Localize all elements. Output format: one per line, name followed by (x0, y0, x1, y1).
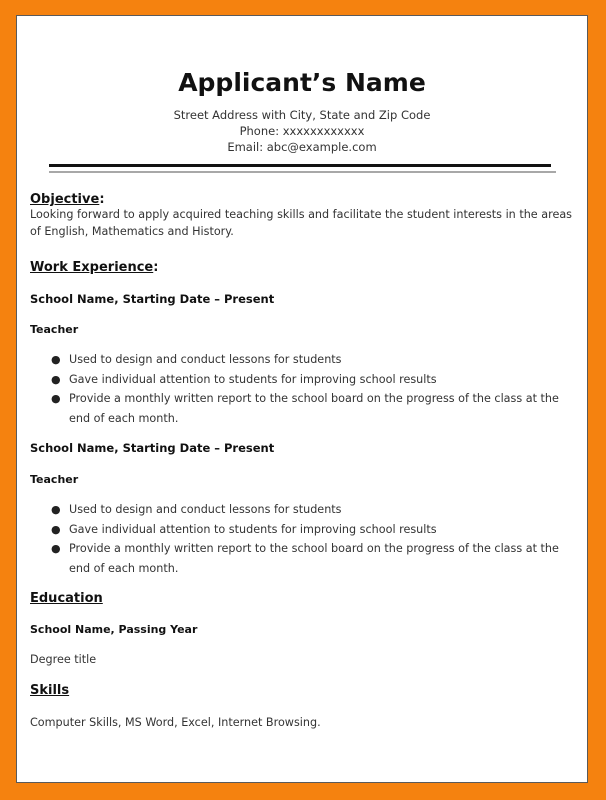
bullet-text: Used to design and conduct lessons for students (69, 353, 342, 366)
skills-heading: Skills (30, 683, 70, 698)
bullet-icon: ● (51, 353, 61, 366)
job-employer: School Name, Starting Date – Present (30, 292, 275, 306)
job-employer: School Name, Starting Date – Present (30, 441, 275, 455)
bullet-icon: ● (51, 372, 61, 386)
objective-colon: : (99, 192, 105, 207)
objective-heading: Objective (30, 192, 100, 207)
bullet-icon: ● (51, 542, 61, 555)
phone-line: Phone: xxxxxxxxxxxx (239, 124, 365, 138)
header-divider-thick (49, 164, 551, 167)
experience-heading-row (30, 256, 158, 275)
job-bullet-list (31, 350, 567, 428)
job-bullet-list (31, 500, 567, 578)
list-item (31, 350, 567, 370)
list-item (31, 500, 567, 520)
education-heading: Education (30, 591, 103, 606)
education-school: School Name, Passing Year (30, 623, 198, 636)
applicant-name: Applicant’s Name (178, 68, 426, 97)
bullet-text: Gave individual attention to students for improving school results (69, 522, 437, 536)
resume-page (16, 15, 588, 783)
list-item (31, 539, 567, 578)
email-line: Email: abc@example.com (227, 140, 377, 154)
bullet-icon: ● (51, 503, 61, 516)
list-item (31, 370, 567, 390)
job-role: Teacher (30, 473, 79, 486)
header-divider-thin (49, 171, 556, 173)
address-line: Street Address with City, State and Zip Code (173, 108, 431, 122)
bullet-text: Provide a monthly written report to the school board on the progress of the class at the end of each month. (69, 392, 559, 425)
objective-text: Looking forward to apply acquired teaching skills and facilitate the student interests in the areas of English, Mathematics and History. (30, 208, 573, 238)
list-item (31, 389, 567, 428)
bullet-text: Gave individual attention to students for improving school results (69, 372, 437, 386)
education-degree: Degree title (30, 653, 97, 666)
experience-heading: Work Experience (30, 260, 154, 275)
job-role: Teacher (30, 323, 79, 336)
bullet-text: Provide a monthly written report to the school board on the progress of the class at the end of each month. (69, 542, 559, 575)
experience-colon: : (153, 260, 159, 275)
objective-heading-row (30, 188, 105, 207)
bullet-text: Used to design and conduct lessons for students (69, 503, 342, 516)
bullet-icon: ● (51, 392, 61, 405)
list-item (31, 520, 567, 540)
skills-text: Computer Skills, MS Word, Excel, Internet Browsing. (30, 716, 321, 729)
bullet-icon: ● (51, 522, 61, 536)
